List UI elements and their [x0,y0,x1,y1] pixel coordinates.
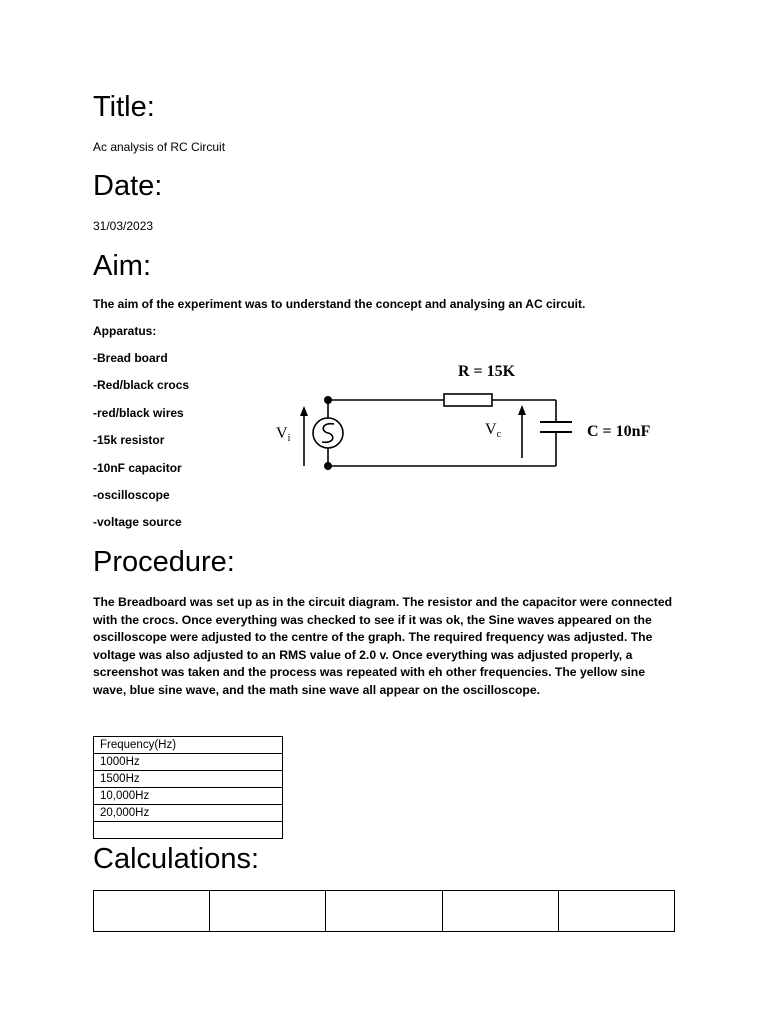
frequency-table [93,736,283,839]
aim-text: The aim of the experiment was to understand the concept and analysing an AC circuit. [93,297,586,311]
vc-arrowhead [518,405,526,415]
apparatus-item: -red/black wires [93,405,184,420]
apparatus-item: -Bread board [93,351,168,365]
aim-heading: Aim: [93,250,151,282]
svg-text:Vi [276,425,291,444]
apparatus-item: -oscilloscope [93,487,170,502]
table-cell [558,891,674,932]
terminal-dot [324,396,332,404]
calculations-table [93,890,675,932]
table-row [94,754,283,771]
sine-icon [322,424,334,443]
calculations-heading: Calculations: [93,843,260,875]
apparatus-list [93,350,189,542]
apparatus-item: -Red/black crocs [93,378,190,393]
table-cell [326,891,442,932]
vi-label: V [276,425,288,442]
table-cell [94,822,283,839]
vi-subscript: i [287,433,291,444]
table-row [94,805,283,822]
table-cell [210,891,326,932]
vc-subscript: c [496,429,502,440]
resistor-label: R = 15K [458,363,516,380]
resistor-symbol [444,394,492,406]
date-value: 31/03/2023 [93,219,154,233]
table-cell: 1000Hz [94,754,283,771]
procedure-heading: Procedure: [93,546,235,578]
apparatus-item: -10nF capacitor [93,460,182,475]
table-row [94,771,283,788]
apparatus-item: -voltage source [93,515,182,530]
title-heading: Title: [93,91,155,123]
table-row [94,788,283,805]
capacitor-label: C = 10nF [587,423,651,440]
date-heading: Date: [93,170,163,202]
terminal-dot [324,462,332,470]
table-cell: 20,000Hz [94,805,283,822]
table-cell: 10,000Hz [94,788,283,805]
svg-text:Vc [485,421,502,440]
vi-arrowhead [300,406,308,416]
apparatus-item: -15k resistor [93,433,165,448]
table-cell [442,891,558,932]
table-cell: 1500Hz [94,771,283,788]
vc-label: V [485,421,497,438]
title-value: Ac analysis of RC Circuit [93,140,226,154]
table-row [94,822,283,839]
table-row [94,737,283,754]
table-header-cell: Frequency(Hz) [94,737,283,754]
table-cell [94,891,210,932]
apparatus-label: Apparatus: [93,324,157,338]
procedure-text: The Breadboard was set up as in the circuit diagram. The resistor and the capacitor were connected with the crocs. Once everything was checked to see if it was ok, the Sine waves appeared on the oscilloscope were adjusted to the centre of the graph. The required frequency was adjusted. The voltage was also adjusted to an RMS value of 2.0 v. Once everything was adjusted properly, a screenshot was taken and the process was repeated with eh other frequencies. The yellow sine wave, blue sine wave, and the math sine wave all appear on the oscilloscope. [93,595,673,697]
table-row [94,891,675,932]
rc-circuit-diagram [260,352,680,482]
